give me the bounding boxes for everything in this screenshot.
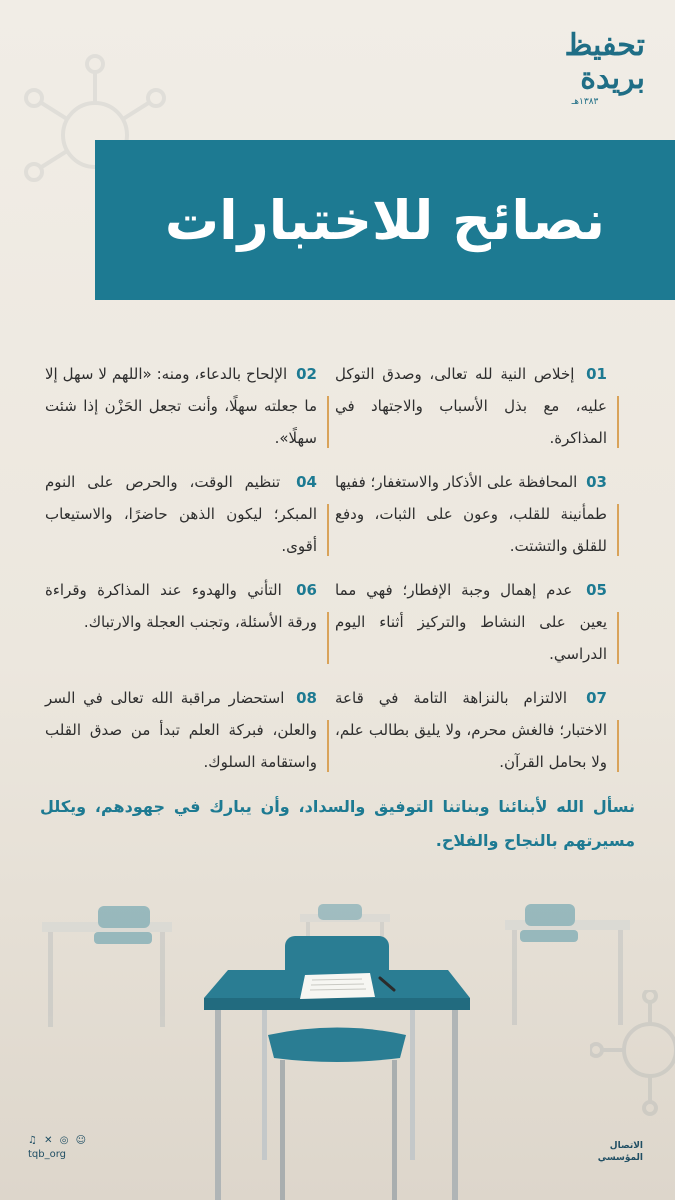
tip-text: إخلاص النية لله تعالى، وصدق التوكل عليه، مع بذل الأسباب والاجتهاد في المذاكرة.	[335, 365, 607, 447]
closing-message: نسأل الله لأبنائنا وبناتنا التوفيق والسداد، وأن يبارك في جهودهم، ويكلل مسيرتهم بالنجاح والفلاح.	[40, 797, 635, 850]
tip-number: 07	[586, 689, 607, 707]
tip-02	[45, 358, 317, 454]
social-handle[interactable]: tqb_org	[28, 1149, 67, 1160]
tip-divider	[327, 504, 329, 556]
tip-text: استحضار مراقبة الله تعالى في السر والعلن، فبركة العلم تبدأ من صدق القلب واستقامة السلوك.	[45, 689, 317, 771]
logo	[525, 28, 645, 108]
tip-03	[335, 466, 607, 562]
brand-line-1: الاتصال	[609, 1141, 643, 1151]
tip-number: 02	[296, 365, 317, 383]
tip-number: 03	[586, 473, 607, 491]
brand-line-2: المؤسسي	[597, 1153, 643, 1163]
tip-05	[335, 574, 607, 670]
social-icons: ♫ ✕ ◎ ☺	[28, 1135, 89, 1146]
tip-number: 06	[296, 581, 317, 599]
tip-01	[335, 358, 607, 454]
logo-year: ١٣٨٣هـ	[571, 97, 599, 107]
classroom-desks-illustration	[0, 870, 675, 1200]
page-title: نصائح للاختبارات	[164, 188, 606, 252]
tip-text: المحافظة على الأذكار والاستغفار؛ ففيها طمأنينة للقلب، وعون على الثبات، ودفع للقلق والتشتت.	[335, 473, 607, 555]
tip-number: 04	[296, 473, 317, 491]
tip-divider	[327, 396, 329, 448]
tip-text: عدم إهمال وجبة الإفطار؛ فهي مما يعين على النشاط والتركيز أثناء اليوم الدراسي.	[335, 581, 607, 663]
tip-text: الالتزام بالنزاهة التامة في قاعة الاختبار؛ فالغش محرم، ولا يليق بطالب علم، ولا بحامل القرآن.	[335, 689, 607, 771]
logo-text: تحفيظ بريدة	[564, 28, 645, 96]
tip-text: التأني والهدوء عند المذاكرة وقراءة ورقة الأسئلة، وتجنب العجلة والارتباك.	[45, 581, 317, 631]
title-banner	[95, 140, 675, 300]
tip-divider	[617, 396, 619, 448]
tip-divider	[617, 720, 619, 772]
social-links	[28, 1134, 88, 1162]
tip-divider	[327, 720, 329, 772]
tip-divider	[617, 612, 619, 664]
tip-07	[335, 682, 607, 778]
tip-divider	[617, 504, 619, 556]
tip-divider	[327, 612, 329, 664]
brand-footer	[598, 1140, 643, 1164]
tip-number: 05	[586, 581, 607, 599]
tip-text: تنظيم الوقت، والحرص على النوم المبكر؛ ليكون الذهن حاضرًا، والاستيعاب أقوى.	[45, 473, 317, 555]
tip-number: 01	[586, 365, 607, 383]
tip-08	[45, 682, 317, 778]
tip-number: 08	[296, 689, 317, 707]
tip-text: الإلحاح بالدعاء، ومنه: «اللهم لا سهل إلا ما جعلته سهلًا، وأنت تجعل الحَزْن إذا شئت سهلًا».	[45, 365, 317, 447]
tip-06	[45, 574, 317, 638]
tip-04	[45, 466, 317, 562]
